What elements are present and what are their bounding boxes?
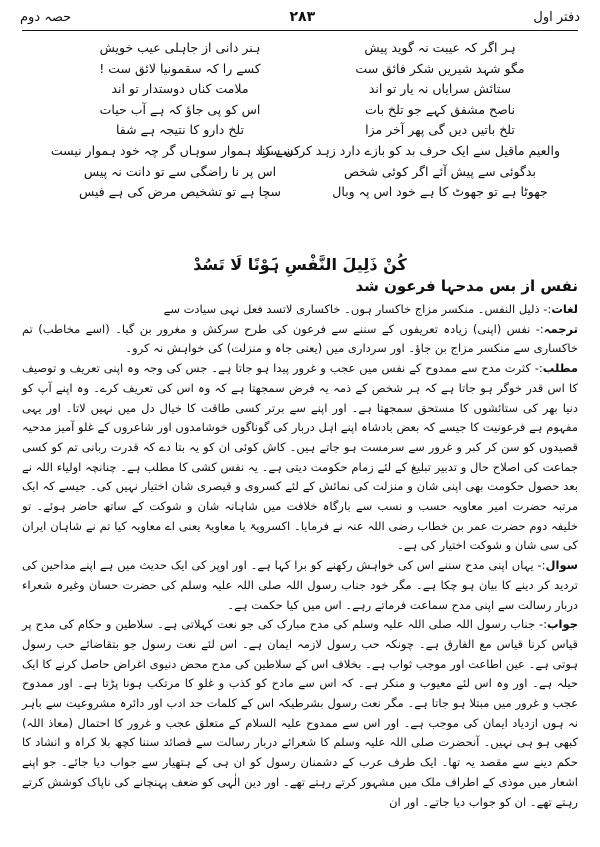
paragraph-vocabulary: [22, 300, 578, 320]
couplet: [60, 120, 560, 141]
paragraph-meaning: [22, 359, 578, 556]
paragraph-label: ترجمہ: [543, 321, 578, 336]
hemistich-left: تلخ دارو کا نتیجہ ہے شفا: [115, 122, 245, 138]
hemistich-right: ہر اگر کہ عیبت نہ گوید پیش: [364, 40, 516, 55]
paragraph-text: :- نفس (اپنی) زیادہ تعریفوں کے سننے سے فرعون کی طرح سرکش و مغرور بن گیا۔ (اسے مخاطب) تم خاکساری سے منکسر مزاج بن جاؤ۔ اور سرداری میں (یعنی جاہ و منزلت) کی خواہش نہ کرو۔: [22, 321, 578, 356]
paragraph-text: :- ذلیل النفس۔ منکسر مزاج خاکسار ہوں۔ خاکساری لاتسد فعل نہی سیادت سے: [163, 302, 552, 316]
paragraph-answer: [22, 615, 578, 812]
paragraph-label: سوال: [545, 558, 578, 573]
hemistich-right: مگو شہد شیریں شکر فائق ست: [355, 60, 525, 76]
arabic-verse: کُنْ ذَلِیلَ النَّفْسِ ہَوْنًا لَا تَسُدْ: [193, 255, 407, 274]
couplet: [60, 100, 560, 121]
couplet: [50, 141, 560, 162]
couplet: [60, 59, 560, 80]
paragraph-label: مطلب: [542, 361, 578, 376]
book-title: دفتر اول: [533, 9, 580, 25]
part-label: حصہ دوم: [20, 9, 72, 25]
couplet-heading: نفس از بس مدحہا فرعون شد: [355, 277, 578, 295]
hemistich-right: والعیم ماقیل سے ایک حرف بد کو بازے دارد زہد کردن سرا: [259, 142, 560, 158]
paragraph-text: :- جناب رسول اللہ صلی اللہ علیہ وسلم کی مدح مبارک کی جو نعت کہلاتی ہے۔ سلاطین و حکام کی مدح پر قیاس کرنا قیاس مع الفارق ہے۔ چونکہ حب رسول لازمہ ایمان ہے۔ اس لئے نعت رسول جو بتقاضائے حب رسول ہوتی ہے۔ عین اطاعت اور موجب ثواب ہے۔ بخلاف اس کے سلاطین کی مدح محض دنیوی اغراض حاصل کرنے کا ایک حیلہ ہے۔ اور وہ اس لئے معیوب و منکر ہے۔ کہ اس سے مادح کو کذب و غلو کا مرتکب ہونا پڑتا ہے۔ اور ممدوح عجب و غرور میں مبتلا ہو جاتا ہے۔ مگر نعت رسول بشرطیکہ اس کے کلمات حد ادب اور دائرہ مشروعیت سے باہر نہ ہوں ازدیاد ایمان کی موجب ہے۔ اور اس سے ممدوح علیہ السلام کے متعلق عجب و غرور کا احتمال (معاذ اللہ) کبھی ہو ہی نہیں۔ آنحضرت صلی اللہ علیہ وسلم کا شعرائے دربار رسالت سے قصائد سننا کچھ بلا کراہ و انشاد کا حکم دینے سے مقصد یہ تھا۔ ایک طرف عرب کے دشمنان رسول کو ان ہی کے ہتھیار سے جواب دیا جائے۔ جو اپنے اشعار میں موذی کے اطراف ملک میں مشہور کرتے رہتے تھے۔ اور دین الٰہی کو ضعف پہنچانے کی ناپاک کوشش کرتے رہتے تھے۔ ان کو جواب دیا جاتے۔ اور ان: [22, 617, 578, 809]
couplet: [60, 182, 560, 203]
hemistich-left: ملامت کناں دوستدار تو اند: [111, 81, 249, 97]
hemistich-right: بدگوئی سے پیش آئے اگر کوئی شخص: [344, 163, 536, 179]
paragraph-text: :- کثرت مدح سے ممدوح کے نفس میں عجب و غرور پیدا ہو جاتا ہے۔ جس کی وجہ وہ اپنی تعریف و توصیف کا اس قدر خوگر ہو جاتا ہے کہ ہر شخص کے ذمہ یہ فرض سمجھتا ہے کہ وہ اس کی تعریف کرے۔ وہ اپنے آپ کو دنیا بھر کی ستائشوں کا مستحق سمجھتا ہے۔ اور اپنے سے برتر کسی طاقت کا خیال دل میں نہیں لاتا۔ اور یہی مفہوم ہے فرعونیت کا جیسے کہ بعض بادشاہ اپنے اہل دربار کی گوناگوں خوشامدوں اور شاعروں کے غلو آمیز مدحیہ قصیدوں کو سن کر کبر و غرور سے سرمست ہو جاتے ہیں۔ کاش کوئی ان کو یہ بتا دے کہ قدرت ربانی تم کو کسی جماعت کی اصلاح حال و تدبیر تبلیغ کے لئے زمام حکومت دیتی ہے۔ یہ نفس کشی کا مطلب ہے۔ چنانچہ اولیاء اللہ نے بعد حصول حکومت بھی اپنی شان و منزلت کی نمائش کے لئے کسروی و قیصری شان اختیار نہیں کی۔ جیسے کہ ایک مرتبہ حضرت امیر معاویہ حسب و نسب سے بارگاہ خلافت میں شاہانہ شان و شوکت کے ساتھ حاضر ہوئے۔ تو خلیفہ دوم حضرت عمر بن خطاب رضی اللہ عنہ نے فرمایا۔ اکسرویۃ یا معاویۃ یعنی اے معاویہ کیا تم نے شاہان ایران کی سی شان و شوکت اختیار کی ہے۔: [22, 361, 578, 553]
hemistich-left: اس کو پی جاؤ کہ ہے آب حیات: [99, 101, 261, 117]
page-number: ۲۸۳: [289, 9, 316, 25]
hemistich-right: ناصح مشفق کہے جو تلخ بات: [365, 101, 515, 117]
paragraph-translation: [22, 320, 578, 359]
hemistich-left: کسے کند ہموار سوہاں گر چہ خود ہموار نیست: [50, 142, 300, 158]
poem-block: [50, 38, 560, 203]
hemistich-right: تلخ باتیں دیں گی پھر آخر مزا: [365, 122, 515, 138]
hemistich-left: کسے را کہ سقمونیا لائق ست !: [99, 60, 261, 76]
header-rule: [22, 30, 578, 31]
paragraph-label: لغات: [551, 302, 578, 316]
hemistich-left: اس پر نا راضگی سے تو دانت نہ پیس: [83, 163, 277, 179]
hemistich-left: سچا ہے تو تشخیص مرض کی ہے فیس: [79, 184, 281, 200]
paragraph-label: جواب: [547, 617, 578, 632]
couplet: [60, 162, 560, 183]
page-header: [20, 6, 580, 28]
couplet: [60, 38, 560, 59]
paragraph-text: :- یہاں اپنی مدح سننے اس کی خواہش رکھنے کو برا کہا ہے۔ اور اوپر کی ایک حدیث میں ہے اپنے مداحین کی تردید کر دینے کا بیان ہو چکا ہے۔ مگر خود جناب رسول اللہ صلی اللہ علیہ وسلم کی حضرت حسان وغیرہ شعراء دربار رسالت سے اپنی مدح سماعت فرماتے رہے۔ اس میں کیا حکمت ہے۔: [22, 558, 578, 612]
paragraph-question: [22, 556, 578, 615]
hemistich-right: جھوٹا ہے تو جھوٹ کا ہے خود اس پہ وبال: [332, 184, 548, 200]
hemistich-left: ہنر دانی از جاہلی عیب خویش: [99, 40, 261, 55]
couplet: [60, 79, 560, 100]
commentary: [22, 300, 578, 812]
hemistich-right: ستائش سرایاں نہ یار تو اند: [368, 81, 512, 97]
